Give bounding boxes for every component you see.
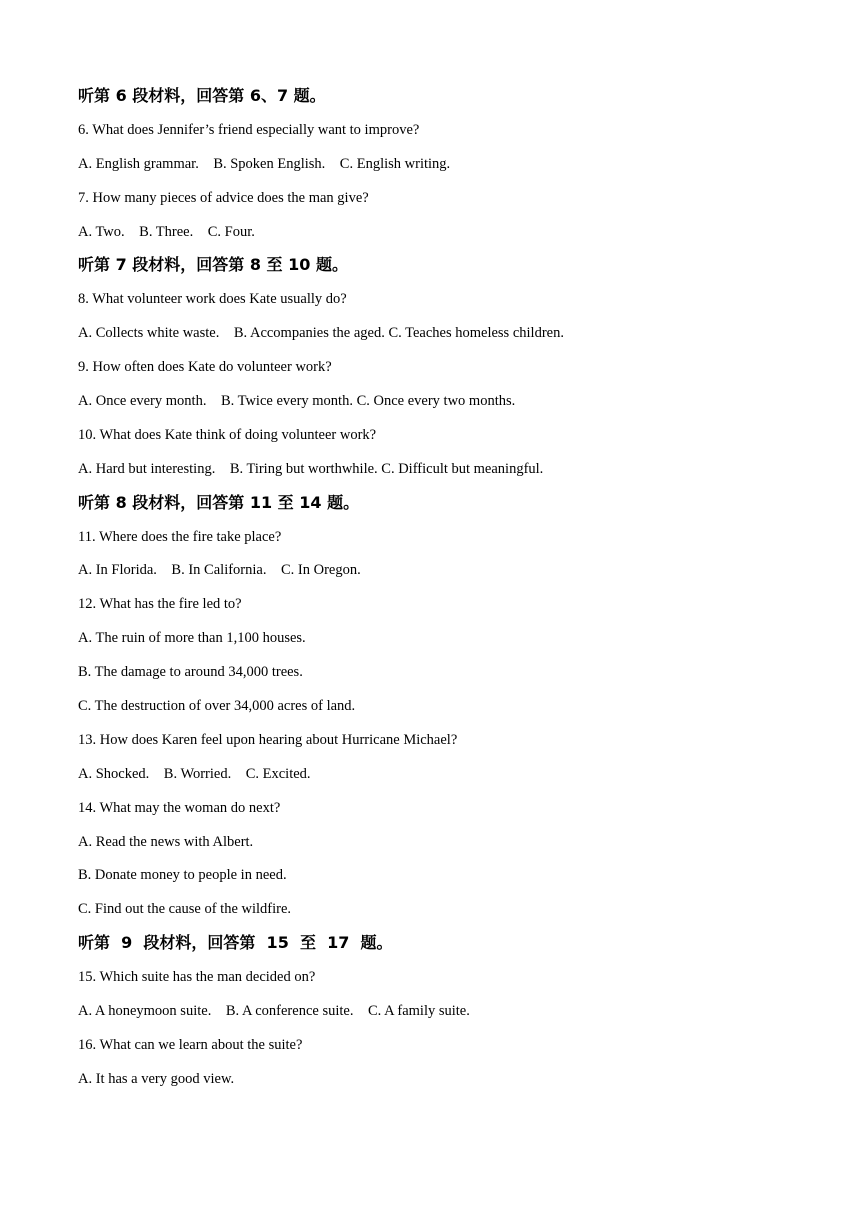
question-14: 14. What may the woman do next? [78,799,281,816]
options-11: A. In Florida. B. In California. C. In Oregon. [78,562,361,579]
question-15: 15. Which suite has the man decided on? [78,969,316,986]
option-12-a: A. The ruin of more than 1,100 houses. [78,630,306,647]
option-12-b: B. The damage to around 34,000 trees. [78,664,303,681]
question-8: 8. What volunteer work does Kate usually do? [78,291,347,308]
question-11: 11. Where does the fire take place? [78,528,282,545]
options-10: A. Hard but interesting. B. Tiring but worthwhile. C. Difficult but meaningful. [78,460,544,477]
option-14-b: B. Donate money to people in need. [78,867,287,884]
section-heading-7: 听第 7 段材料，回答第 8 至 10 题。 [78,255,348,275]
options-9: A. Once every month. B. Twice every month. C. Once every two months. [78,393,516,410]
option-16-a: A. It has a very good view. [78,1070,235,1087]
options-8: A. Collects white waste. B. Accompanies the aged. C. Teaches homeless children. [78,325,564,342]
question-16: 16. What can we learn about the suite? [78,1036,303,1053]
question-9: 9. How often does Kate do volunteer work? [78,359,332,376]
question-10: 10. What does Kate think of doing volunteer work? [78,426,377,443]
options-7: A. Two. B. Three. C. Four. [78,223,255,240]
section-heading-8: 听第 8 段材料，回答第 11 至 14 题。 [78,492,360,512]
section-heading-9: 听第 9 段材料，回答第 15 至 17 题。 [78,933,393,953]
question-12: 12. What has the fire led to? [78,596,242,613]
option-12-c: C. The destruction of over 34,000 acres of land. [78,698,356,715]
option-14-a: A. Read the news with Albert. [78,833,254,850]
question-6: 6. What does Jennifer’s friend especially want to improve? [78,121,420,138]
document-page [78,84,798,1101]
options-6: A. English grammar. B. Spoken English. C. English writing. [78,155,451,172]
options-13: A. Shocked. B. Worried. C. Excited. [78,765,311,782]
section-heading-6: 听第 6 段材料，回答第 6、7 题。 [78,86,326,105]
option-14-c: C. Find out the cause of the wildfire. [78,901,292,918]
options-15: A. A honeymoon suite. B. A conference suite. C. A family suite. [78,1003,470,1020]
question-13: 13. How does Karen feel upon hearing about Hurricane Michael? [78,731,458,748]
question-7: 7. How many pieces of advice does the man give? [78,189,369,206]
